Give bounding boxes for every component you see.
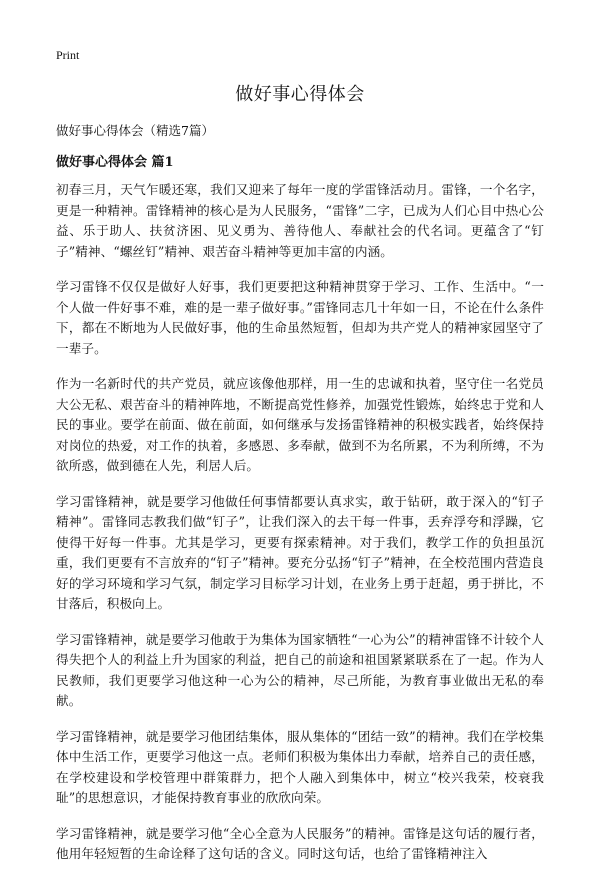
paragraph: 学习雷锋精神，就是要学习他“全心全意为人民服务”的精神。雷锋是这句话的履行者，他用年轻短暂的生命诠释了这句话的含义。同时这句话，也给了雷锋精神注入 (56, 825, 544, 861)
print-link[interactable]: Print (56, 48, 80, 62)
document-body (56, 180, 544, 880)
paragraph: 学习雷锋精神，就是要学习他做任何事情都要认真求实，敢于钻研，敢于深入的“钉子精神”。雷锋同志教我们做“钉子”，让我们深入的去干每一件事，丢弃浮夸和浮躁，它使得干好每一件事。尤其是学习，更要有探索精神。对于我们，教学工作的负担虽沉重，我们更要有不言放弃的“钉子”精神。要充分弘扬“钉子”精神，在全校范围内营造良好的学习环境和学习气氛，制定学习目标学习计划，在业务上勇于赶超，勇于拼比，不甘落后，积极向上。 (56, 493, 544, 611)
paragraph: 初春三月，天气乍暖还寒，我们又迎来了每年一度的学雷锋活动月。雷锋，一个名字，更是一种精神。雷锋精神的核心是为人民服务，“雷锋”二字，已成为人们心目中热心公益、乐于助人、扶贫济困、见义勇为、善待他人、奉献社会的代名词。更蕴含了“钉子”精神、“螺丝钉”精神、艰苦奋斗精神等更加丰富的内涵。 (56, 182, 544, 259)
paragraph: 学习雷锋不仅仅是做好人好事，我们更要把这种精神贯穿于学习、工作、生活中。“一个人做一件好事不难，难的是一辈子做好事。”雷锋同志几十年如一日，不论在什么条件下，都在不断地为人民做好事，他的生命虽然短暂，但却为共产党人的精神家园坚守了一辈子。 (56, 279, 544, 356)
section-heading: 做好事心得体会 篇1 (56, 155, 174, 170)
document-subtitle: 做好事心得体会（精选7篇） (56, 123, 214, 138)
paragraph: 学习雷锋精神，就是要学习他团结集体，服从集体的“团结一致”的精神。我们在学校集体中生活工作，更要学习他这一点。老师们积极为集体出力奉献，培养自己的责任感，在学校建设和学校管理中群策群力，把个人融入到集体中，树立“校兴我荣，校衰我耻”的思想意识，才能保持教育事业的欣欣向荣。 (56, 728, 544, 805)
document-title: 做好事心得体会 (235, 84, 365, 105)
paragraph: 学习雷锋精神，就是要学习他敢于为集体为国家牺牲“一心为公”的精神雷锋不计较个人得失把个人的利益上升为国家的利益，把自己的前途和祖国紧紧联系在了一起。作为人民教师，我们更要学习他这种一心为公的精神，尽己所能，为教育事业做出无私的奉献。 (56, 631, 544, 708)
paragraph: 作为一名新时代的共产党员，就应该像他那样，用一生的忠诚和执着，坚守住一名党员大公无私、艰苦奋斗的精神阵地，不断提高党性修养，加强党性锻炼，始终忠于党和人民的事业。要学在前面、做在前面，如何继承与发扬雷锋精神的积极实践者，始终保持对岗位的热爱，对工作的执着，多感恩、多奉献，做到不为名所累，不为利所缚，不为欲所惑，做到德在人先，利居人后。 (56, 376, 544, 473)
